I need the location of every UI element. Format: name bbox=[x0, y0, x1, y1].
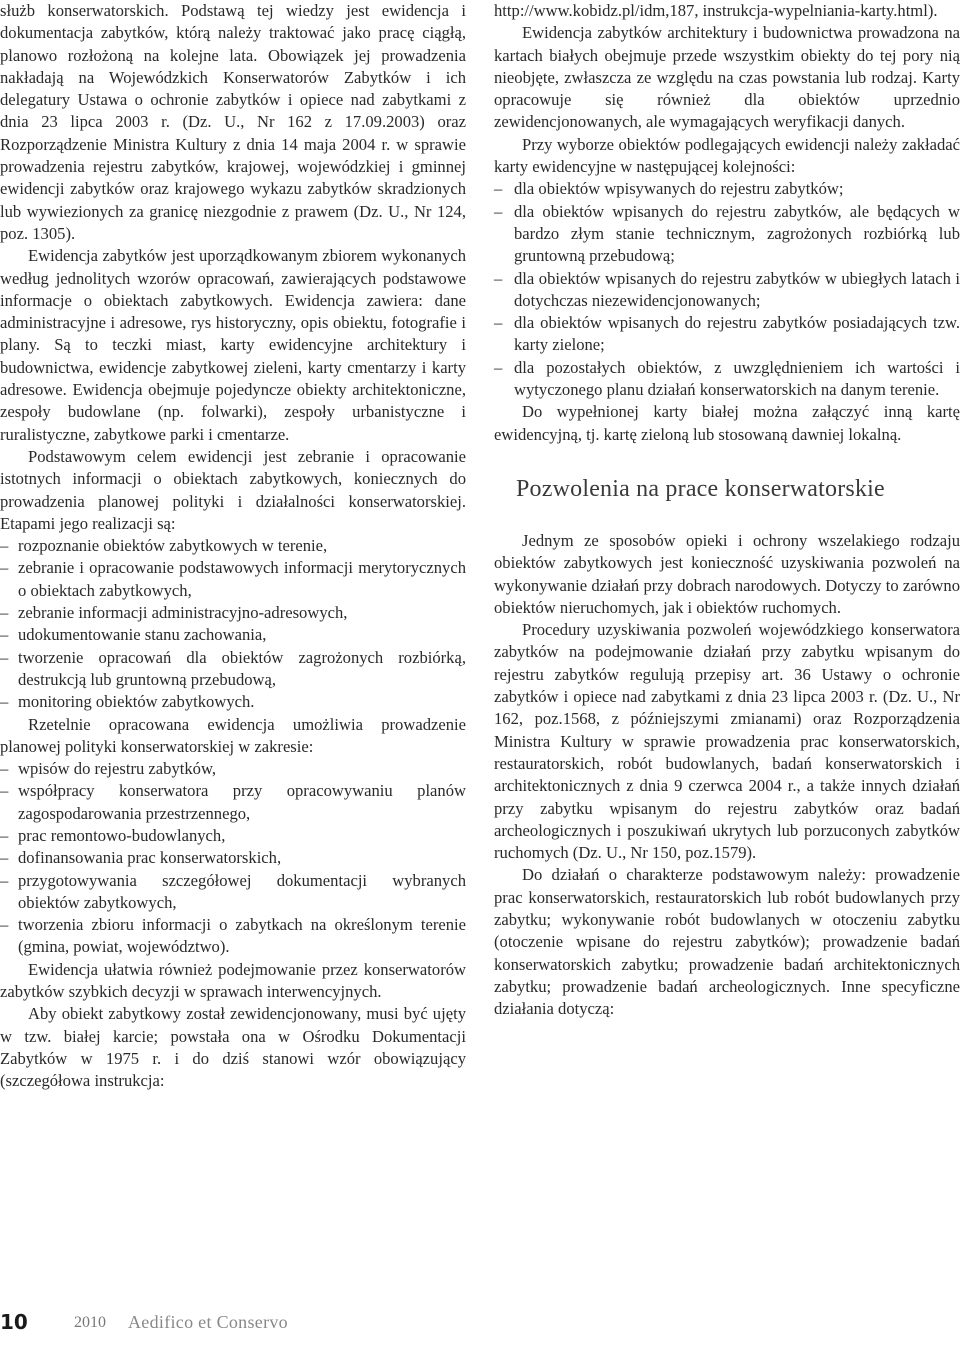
list-item: – prac remontowo-budowlanych, bbox=[0, 825, 466, 847]
paragraph: Rzetelnie opracowana ewidencja umożliwia prowadzenie planowej polityki konserwatorskiej w zakresie: bbox=[0, 714, 466, 756]
page-footer bbox=[0, 1308, 960, 1338]
list-item: – udokumentowanie stanu zachowania, bbox=[0, 624, 466, 646]
list-item: – wpisów do rejestru zabytków, bbox=[0, 758, 466, 780]
list-item: – dla obiektów wpisanych do rejestru zabytków posiadających tzw. karty zielone; bbox=[494, 312, 960, 357]
list-item: – dla obiektów wpisanych do rejestru zabytków w ubiegłych latach i dotychczas niezewidencjonowanych; bbox=[494, 268, 960, 313]
list-item: – dla obiektów wpisywanych do rejestru zabytków; bbox=[494, 178, 960, 200]
left-column bbox=[0, 0, 466, 1093]
section-heading: Pozwolenia na prace konserwatorskie bbox=[516, 475, 885, 502]
paragraph: http://www.kobidz.pl/idm,187, instrukcja-wypelniania-karty.html). bbox=[494, 1, 938, 20]
list-item: – zebranie informacji administracyjno-adresowych, bbox=[0, 602, 466, 624]
list-item: – współpracy konserwatora przy opracowywaniu planów zagospodarowania przestrzennego, bbox=[0, 780, 466, 825]
paragraph: Do wypełnionej karty białej można załączyć inną kartę ewidencyjną, tj. kartę zieloną lub stosowaną dawniej lokalną. bbox=[494, 402, 960, 444]
page-number: 10 bbox=[0, 1310, 28, 1334]
list-item: – dla obiektów wpisanych do rejestru zabytków, ale będących w bardzo złym stanie technicznym, zagrożonych rozbiórką lub gruntowną przebudową; bbox=[494, 201, 960, 268]
list-item: – rozpoznanie obiektów zabytkowych w terenie, bbox=[0, 535, 466, 557]
paragraph: Przy wyborze obiektów podlegających ewidencji należy zakładać karty ewidencyjne w następującej kolejności: bbox=[494, 134, 960, 177]
journal-title: Aedifico et Conservo bbox=[128, 1312, 288, 1332]
paragraph: Do działań o charakterze podstawowym należy: prowadzenie prac konserwatorskich, restauratorskich lub robót budowlanych przy zabytku; wykonywanie robót budowlanych w otoczeniu zabytku (otoczenie wpisane do rejestru zabytków); prowadzenie badań konserwatorskich zabytku; prowadzenie badań architektonicznych zabytku; prowadzenie badań archeologicznych. Inne specyficzne działania dotyczą: bbox=[494, 865, 960, 1019]
paragraph: Jednym ze sposobów opieki i ochrony wszelakiego rodzaju obiektów zabytkowych jest konieczność uzyskiwania pozwoleń na wykonywanie działań przy dobrach narodowych. Dotyczy to zarówno obiektów nieruchomych, jak i obiektów ruchomych. bbox=[494, 530, 960, 617]
list-item: – przygotowywania szczegółowej dokumentacji wybranych obiektów zabytkowych, bbox=[0, 870, 466, 915]
paragraph: Aby obiekt zabytkowy został zewidencjonowany, musi być ujęty w tzw. białej karcie; powstała ona w Ośrodku Dokumentacji Zabytków w 1975 r. i do dziś stanowi wzór obowiązujący (szczegółowa instrukcja: bbox=[0, 1004, 466, 1091]
list-item: – zebranie i opracowanie podstawowych informacji merytorycznych o obiektach zabytkowych, bbox=[0, 557, 466, 602]
bullet-list bbox=[0, 758, 466, 959]
paragraph: Procedury uzyskiwania pozwoleń wojewódzkiego konserwatora zabytków na podejmowanie działań przy zabytku wpisanym do rejestru zabytków regulują przepisy art. 36 Ustawy o ochronie zabytków i opiece nad zabytkami z dnia 23 lipca 2003 r. (Dz. U., Nr 162, poz.1568, z późniejszymi zmianami) oraz Rozporządzenia Ministra Kultury w sprawie prowadzenia prac konserwatorskich, restauratorskich, robót budowlanych, badań konserwatorskich i architektonicznych z dnia 9 czerwca 2004 r., a także innych działań przy zabytku wpisanym do rejestru zabytków oraz badań archeologicznych i poszukiwań ukrytych lub porzuconych zabytków ruchomych (Dz. U., Nr 150, poz.1579). bbox=[494, 620, 960, 863]
paragraph: Ewidencja zabytków architektury i budownictwa prowadzona na kartach białych obejmuje przede wszystkim obiekty do tej pory nią nieobjęte, zwłaszcza ze względu na czas powstania lub rodzaj. Karty opracowuje się również dla obiektów uprzednio zewidencjonowanych, ale wymagających weryfikacji danych. bbox=[494, 23, 960, 132]
paragraph: Podstawowym celem ewidencji jest zebranie i opracowanie istotnych informacji o obiektach zabytkowych, koniecznych do prowadzenia planowej polityki i działalności konserwatorskiej. Etapami jego realizacji są: bbox=[0, 446, 466, 533]
list-item: – tworzenia zbioru informacji o zabytkach na określonym terenie (gmina, powiat, województwo). bbox=[0, 914, 466, 959]
paragraph: służb konserwatorskich. Podstawą tej wiedzy jest ewidencja i dokumentacja zabytków, którą należy traktować jako pracę ciągłą, planowo rozłożoną na kolejne lata. Obowiązek jej prowadzenia nakładają na Wojewódzkich Konserwatorów Zabytków i ich delegatury Ustawa o ochronie zabytków i opiece nad zabytkami z dnia 23 lipca 2003 r. (Dz. U., Nr 162 z 17.09.2003) oraz Rozporządzenie Ministra Kultury z dnia 14 maja 2004 r. w sprawie prowadzenia rejestru zabytków, krajowej, wojewódzkiej i gminnej ewidencji zabytków oraz krajowego wykazu zabytków skradzionych lub wywiezionych za granicę niezgodnie z prawem (Dz. U., Nr 124, poz. 1305). bbox=[0, 1, 466, 243]
bullet-list bbox=[494, 178, 960, 401]
paragraph: Ewidencja ułatwia również podejmowanie przez konserwatorów zabytków szybkich decyzji w sprawach interwencyjnych. bbox=[0, 959, 466, 1002]
bullet-list bbox=[0, 535, 466, 713]
right-column bbox=[494, 0, 960, 1020]
paragraph: Ewidencja zabytków jest uporządkowanym zbiorem wykonanych według jednolitych wzorów opracowań, zawierających podstawowe informacje o obiektach zabytkowych. Ewidencja zawiera: dane administracyjne i adresowe, rys historyczny, opis obiektu, fotografie i plany. Są to teczki miast, karty ewidencyjne architektury i budownictwa, ewidencje zabytkowej zieleni, karty cmentarzy i karty adresowe. Ewidencja obejmuje pojedyncze obiekty architektoniczne, zespoły budowlane (np. folwarki), zespoły urbanistyczne i ruralistyczne, zabytkowe parki i cmentarze. bbox=[0, 246, 466, 444]
footer-year: 2010 bbox=[74, 1314, 106, 1331]
list-item: – dla pozostałych obiektów, z uwzględnieniem ich wartości i wytyczonego planu działań konserwatorskich na danym terenie. bbox=[494, 357, 960, 402]
list-item: – dofinansowania prac konserwatorskich, bbox=[0, 847, 466, 869]
list-item: – monitoring obiektów zabytkowych. bbox=[0, 691, 466, 713]
list-item: – tworzenie opracowań dla obiektów zagrożonych rozbiórką, destrukcją lub gruntowną przebudową, bbox=[0, 647, 466, 692]
